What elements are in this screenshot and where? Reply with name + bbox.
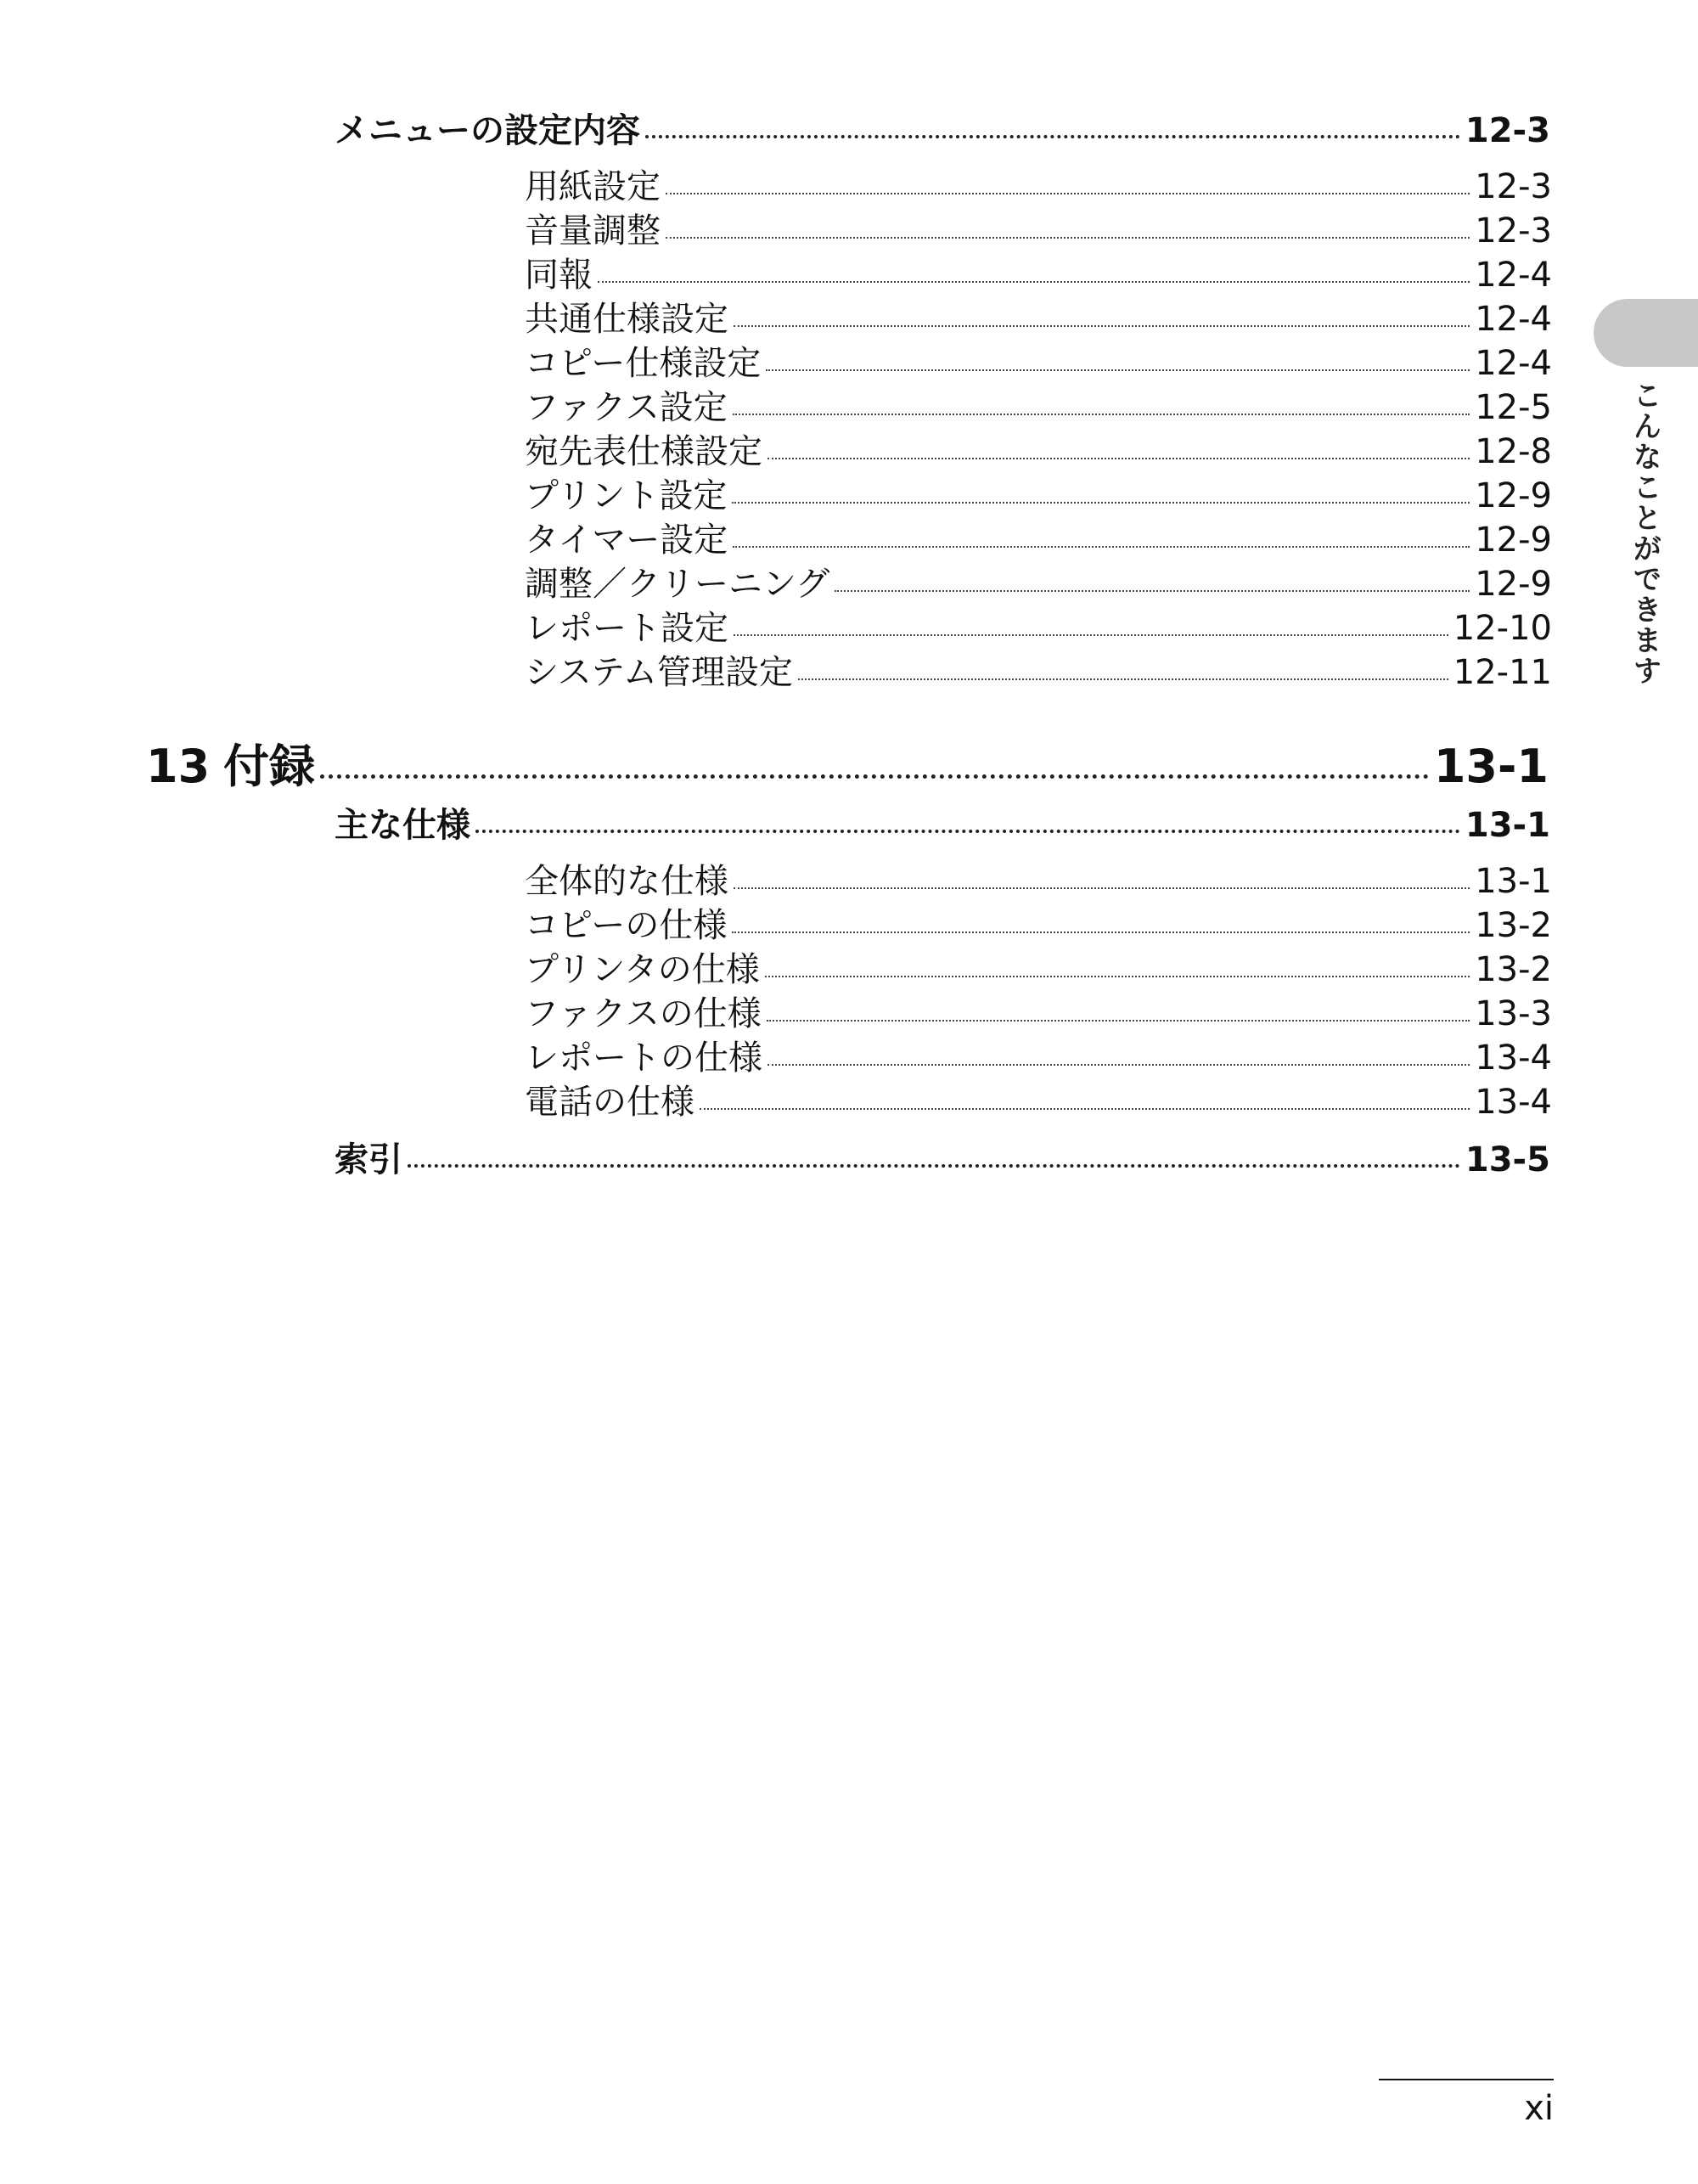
toc-entry-label: ファクス設定 [525,388,728,427]
toc-entry-label: システム管理設定 [525,653,793,692]
toc-entry-label: 主な仕様 [335,806,470,845]
toc-entry-label: ファクスの仕様 [525,994,762,1033]
toc-entry-page: 12-9 [1475,565,1552,604]
dot-leader [767,1064,1470,1066]
toc-entry-label: レポート設定 [525,609,728,648]
dot-leader [666,193,1470,194]
dot-leader [767,1020,1470,1022]
toc-entry-report-settings[interactable] [525,601,1552,650]
toc-entry-copy-settings[interactable] [525,336,1552,385]
toc-entry-general-specs[interactable] [525,854,1552,903]
toc-entry-label: コピーの仕様 [525,906,728,945]
toc-entry-page: 12-8 [1475,432,1552,471]
toc-entry-page: 12-4 [1475,300,1552,339]
page-number: xi [1524,2089,1554,2128]
toc-entry-label: 共通仕様設定 [525,300,728,339]
toc-entry-timer-settings[interactable] [525,513,1552,561]
toc-entry-label: メニューの設定内容 [335,111,640,150]
toc-entry-label: 宛先表仕様設定 [525,432,762,471]
toc-entry-main-specs[interactable] [335,798,1550,847]
chapter-title: 付録 [223,740,316,793]
toc-entry-page: 12-4 [1475,256,1552,295]
toc-entry-paper-settings[interactable] [525,160,1552,208]
toc-entry-label: レポートの仕様 [525,1039,762,1078]
toc-entry-label: 用紙設定 [525,167,661,206]
toc-entry-page: 12-3 [1475,167,1552,206]
toc-entry-label: 調整／クリーニング [525,565,830,604]
dot-leader [732,932,1470,933]
chapter-side-tab [1594,299,1698,367]
dot-leader [408,1164,1460,1168]
dot-leader [475,830,1460,833]
toc-entry-page: 12-3 [1465,111,1550,150]
dot-leader [765,976,1470,977]
toc-chapter-page: 13-1 [1433,740,1549,793]
dot-leader [835,590,1470,592]
toc-entry-page: 13-1 [1465,806,1550,845]
toc-entry-label: 索引 [335,1140,402,1179]
dot-leader [700,1108,1470,1110]
toc-entry-copy-specs[interactable] [525,898,1552,947]
dot-leader [734,887,1470,889]
dot-leader [732,502,1470,504]
toc-entry-label: 全体的な仕様 [525,862,728,901]
toc-entry-report-specs[interactable] [525,1031,1552,1079]
toc-entry-broadcast[interactable] [525,248,1552,296]
toc-entry-page: 13-5 [1465,1140,1550,1179]
dot-leader [733,546,1470,548]
dot-leader [798,678,1448,680]
toc-entry-label: 音量調整 [525,211,661,250]
toc-chapter-13-appendix[interactable] [146,730,1549,796]
toc-entry-page: 12-3 [1475,211,1552,250]
toc-entry-label: プリント設定 [525,476,728,515]
toc-entry-menu-settings[interactable] [335,104,1550,152]
toc-entry-page: 12-4 [1475,344,1552,383]
toc-entry-printer-specs[interactable] [525,943,1552,991]
dot-leader [666,237,1470,239]
toc-entry-common-settings[interactable] [525,292,1552,341]
toc-entry-volume-adjust[interactable] [525,204,1552,252]
toc-entry-label: プリンタの仕様 [525,950,760,989]
toc-entry-adjust-cleaning[interactable] [525,557,1552,605]
toc-entry-telephone-specs[interactable] [525,1075,1552,1123]
toc-entry-page: 12-10 [1453,609,1552,648]
toc-entry-page: 12-11 [1453,653,1552,692]
toc-entry-index[interactable] [335,1133,1550,1181]
dot-leader [767,458,1470,459]
toc-entry-label: 電話の仕様 [525,1083,694,1122]
toc-entry-system-admin-settings[interactable] [525,645,1552,694]
dot-leader [734,634,1448,636]
toc-entry-label: コピー仕様設定 [525,344,762,383]
dot-leader [645,135,1460,138]
toc-entry-page: 13-1 [1475,862,1552,901]
side-tab-text: こんなことができます [1628,380,1661,686]
toc-entry-page: 13-3 [1475,994,1552,1033]
dot-leader [734,325,1470,327]
dot-leader [598,281,1470,283]
toc-entry-page: 12-9 [1475,476,1552,515]
footer-rule [1379,2079,1554,2080]
toc-entry-print-settings[interactable] [525,469,1552,517]
toc-chapter-label [146,730,315,796]
toc-entry-page: 13-2 [1475,950,1552,989]
toc-entry-label: 同報 [525,256,593,295]
toc-entry-fax-settings[interactable] [525,380,1552,429]
dot-leader [733,414,1470,415]
toc-entry-page: 12-5 [1475,388,1552,427]
dot-leader [320,774,1429,779]
toc-entry-page: 13-4 [1475,1083,1552,1122]
toc-entry-page: 13-2 [1475,906,1552,945]
toc-entry-label: タイマー設定 [525,521,728,560]
toc-entry-fax-specs[interactable] [525,987,1552,1035]
dot-leader [766,369,1470,371]
toc-entry-address-book-settings[interactable] [525,425,1552,473]
chapter-number: 13 [146,740,211,793]
toc-entry-page: 13-4 [1475,1039,1552,1078]
toc-entry-page: 12-9 [1475,521,1552,560]
